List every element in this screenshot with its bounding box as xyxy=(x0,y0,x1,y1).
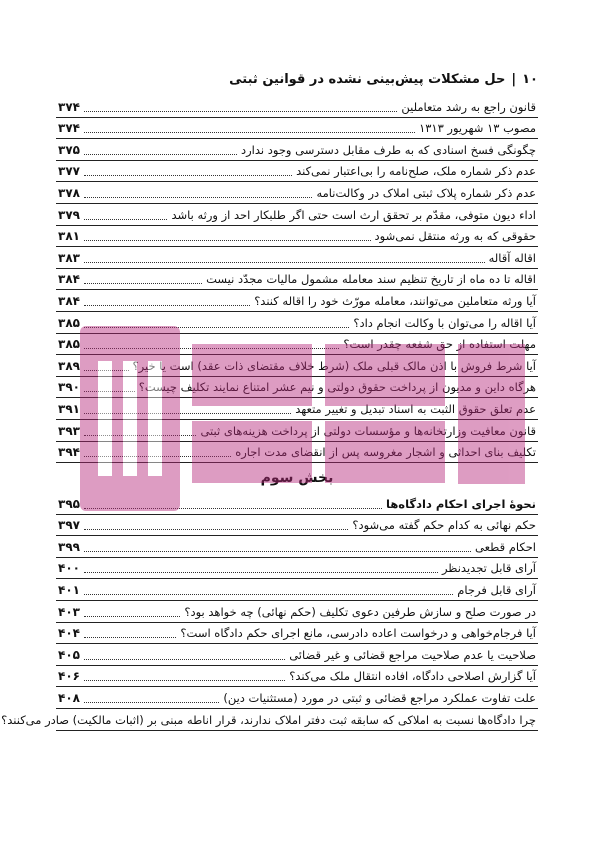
toc-entry-title: هرگاه داین و مدیون از پرداخت حقوق دولتی و نیم عشر امتناع نمایند تکلیف چیست؟ xyxy=(138,380,536,395)
toc-entry xyxy=(56,558,538,580)
toc-entry-title: اقاله آقاله xyxy=(488,250,536,265)
toc-entry xyxy=(56,182,538,204)
dot-leader xyxy=(84,413,291,414)
header-separator: | xyxy=(511,72,517,87)
dot-leader xyxy=(84,132,415,133)
toc-entry-title: آیا شرط فروش با اذن مالک قبلی ملک (شرط خلاف مقتضای ذات عقد) است یا خیر؟ xyxy=(132,358,536,373)
dot-leader xyxy=(84,283,202,284)
table-of-contents xyxy=(1,96,538,731)
toc-entry-page: ۳۷۴ xyxy=(58,99,80,114)
toc-entry-title: قانون راجع به رشد متعاملین xyxy=(401,99,536,114)
dot-leader xyxy=(84,456,231,457)
dot-leader xyxy=(84,616,180,617)
toc-entry-title: عدم تعلق حقوق الثبت به اسناد تبدیل و تغییر متعهد xyxy=(295,401,536,416)
dot-leader xyxy=(84,327,349,328)
toc-list-part-2 xyxy=(56,96,538,463)
dot-leader xyxy=(84,154,237,155)
dot-leader xyxy=(84,637,176,638)
toc-entry xyxy=(56,226,538,248)
toc-entry xyxy=(56,312,538,334)
dot-leader xyxy=(84,219,167,220)
toc-entry-page: ۴۰۳ xyxy=(58,604,80,619)
toc-entry-page: ۳۹۹ xyxy=(58,539,80,554)
toc-entry-page: ۳۷۹ xyxy=(58,207,80,222)
toc-entry-title: چگونگی فسخ اسنادی که به طرف مقابل دسترسی وجود ندارد xyxy=(241,142,536,157)
dot-leader xyxy=(84,594,453,595)
dot-leader xyxy=(84,262,485,263)
dot-leader xyxy=(84,529,348,530)
toc-entry-title: قانون معافیت وزارتخانه‌ها و مؤسسات دولتی از پرداخت هزینه‌های ثبتی xyxy=(200,423,536,438)
toc-entry xyxy=(56,355,538,377)
toc-entry-title: نحوهٔ اجرای احکام دادگاه‌ها xyxy=(386,496,536,511)
toc-entry-page: ۳۸۴ xyxy=(58,272,80,287)
toc-entry-page: ۳۹۰ xyxy=(58,380,80,395)
toc-entry xyxy=(56,644,538,666)
toc-entry-title: مهلت استفاده از حق شفعه چقدر است؟ xyxy=(343,337,536,352)
toc-entry xyxy=(56,269,538,291)
toc-entry-page: ۳۸۵ xyxy=(58,337,80,352)
toc-entry xyxy=(56,601,538,623)
toc-entry xyxy=(56,515,538,537)
toc-entry xyxy=(56,442,538,464)
toc-entry-title: آیا گزارش اصلاحی دادگاه، افاده انتقال ملک می‌کند؟ xyxy=(289,669,536,684)
dot-leader xyxy=(84,702,219,703)
toc-entry-title: در صورت صلح و سازش طرفین دعوی تکلیف (حکم نهائی) چه خواهد بود؟ xyxy=(184,604,536,619)
section-title: بخش سوم xyxy=(260,470,334,487)
toc-entry-title: حقوقی که به ورثه منتقل نمی‌شود xyxy=(374,229,536,244)
toc-entry xyxy=(56,290,538,312)
toc-entry-page: ۳۸۴ xyxy=(58,293,80,308)
toc-list-part-3 xyxy=(1,493,538,731)
dot-leader xyxy=(84,111,397,112)
dot-leader xyxy=(84,435,196,436)
toc-entry-page: ۴۰۰ xyxy=(58,561,80,576)
toc-entry xyxy=(56,536,538,558)
toc-entry xyxy=(56,398,538,420)
toc-entry-title: حکم نهائی به کدام حکم گفته می‌شود؟ xyxy=(352,518,536,533)
toc-entry-title: آیا ورثه متعاملین می‌توانند، معامله مورّث خود را اقاله کنند؟ xyxy=(254,293,536,308)
toc-entry-page: ۳۷۷ xyxy=(58,164,80,179)
dot-leader xyxy=(84,240,371,241)
toc-entry xyxy=(1,709,538,731)
dot-leader xyxy=(84,305,250,306)
book-title: حل مشکلات پیش‌بینی نشده در قوانین ثبتی xyxy=(229,72,506,87)
dot-leader xyxy=(84,659,285,660)
toc-entry-page: ۴۰۵ xyxy=(58,647,80,662)
toc-entry xyxy=(56,687,538,709)
toc-entry-page: ۳۸۱ xyxy=(58,229,80,244)
toc-entry-title: عدم ذکر شماره ملک، صلح‌نامه را بی‌اعتبار نمی‌کند xyxy=(296,164,536,179)
dot-leader xyxy=(84,197,312,198)
dot-leader xyxy=(84,508,382,509)
toc-entry xyxy=(56,377,538,399)
toc-entry-page: ۳۷۵ xyxy=(58,142,80,157)
toc-entry-title: آرای قابل تجدیدنظر xyxy=(441,561,536,576)
toc-entry-page: ۳۷۸ xyxy=(58,185,80,200)
toc-entry-page: ۳۹۳ xyxy=(58,423,80,438)
toc-entry-title: احکام قطعی xyxy=(475,539,536,554)
toc-entry-page: ۴۰۴ xyxy=(58,626,80,641)
toc-entry xyxy=(56,247,538,269)
toc-entry-title: مصوب ۱۳ شهریور ۱۳۱۳ xyxy=(419,121,536,136)
page-number: ۱۰ xyxy=(522,72,538,87)
toc-entry-title: صلاحیت یا عدم صلاحیت مراجع قضائی و غیر قضائی xyxy=(289,647,536,662)
toc-entry-title: علت تفاوت عملکرد مراجع قضائی و ثبتی در مورد (مستثنیات دین) xyxy=(223,691,536,706)
dot-leader xyxy=(84,551,471,552)
toc-entry xyxy=(56,420,538,442)
toc-entry-page: ۳۹۷ xyxy=(58,518,80,533)
dot-leader xyxy=(84,370,129,371)
dot-leader xyxy=(84,680,285,681)
toc-entry-page: ۳۸۵ xyxy=(58,315,80,330)
toc-entry-page: ۴۰۸ xyxy=(58,691,80,706)
toc-entry-page: ۳۹۵ xyxy=(58,496,80,511)
toc-entry-page: ۴۰۱ xyxy=(58,583,80,598)
dot-leader xyxy=(84,175,292,176)
toc-entry-page: ۴۰۶ xyxy=(58,669,80,684)
toc-entry-page: ۳۸۹ xyxy=(58,358,80,373)
dot-leader xyxy=(84,391,135,392)
toc-entry-title: تکلیف بنای احداثی و اشجار مغروسه پس از انقضای مدت اجاره xyxy=(235,445,536,460)
toc-entry xyxy=(56,118,538,140)
toc-entry-title: عدم ذکر شماره پلاک ثبتی املاک در وکالت‌نامه xyxy=(316,185,536,200)
toc-entry xyxy=(56,623,538,645)
toc-entry xyxy=(56,579,538,601)
toc-entry-title: آیا فرجام‌خواهی و درخواست اعاده دادرسی، مانع اجرای حکم دادگاه است؟ xyxy=(180,626,536,641)
toc-entry xyxy=(56,161,538,183)
toc-entry-title: اداء دیون متوفی، مقدّم بر تحقق ارث است حتی اگر طلبکار احد از ورثه باشد xyxy=(171,207,536,222)
toc-entry xyxy=(56,666,538,688)
toc-entry-page: ۳۹۴ xyxy=(58,445,80,460)
toc-entry xyxy=(56,334,538,356)
toc-entry-page: ۳۹۱ xyxy=(58,401,80,416)
toc-entry-title: آیا اقاله را می‌توان با وکالت انجام داد؟ xyxy=(353,315,536,330)
toc-entry-title: چرا دادگاه‌ها نسبت به املاکی که سابقه ثبت دفتر املاک ندارند، قرار اناطه مبنی بر (اثبات مالکیت) صادر می‌کنند؟ xyxy=(1,712,536,727)
toc-entry-page: ۳۸۳ xyxy=(58,250,80,265)
page-header xyxy=(58,72,538,87)
dot-leader xyxy=(84,348,339,349)
toc-entry xyxy=(56,204,538,226)
toc-entry-title: اقاله تا ده ماه از تاریخ تنظیم سند معامله مشمول مالیات مجدّد نیست xyxy=(206,272,536,287)
toc-entry-title: آرای قابل فرجام xyxy=(457,583,536,598)
toc-entry-page: ۳۷۴ xyxy=(58,121,80,136)
dot-leader xyxy=(84,572,438,573)
toc-entry xyxy=(56,493,538,515)
toc-entry xyxy=(56,96,538,118)
toc-entry xyxy=(56,139,538,161)
